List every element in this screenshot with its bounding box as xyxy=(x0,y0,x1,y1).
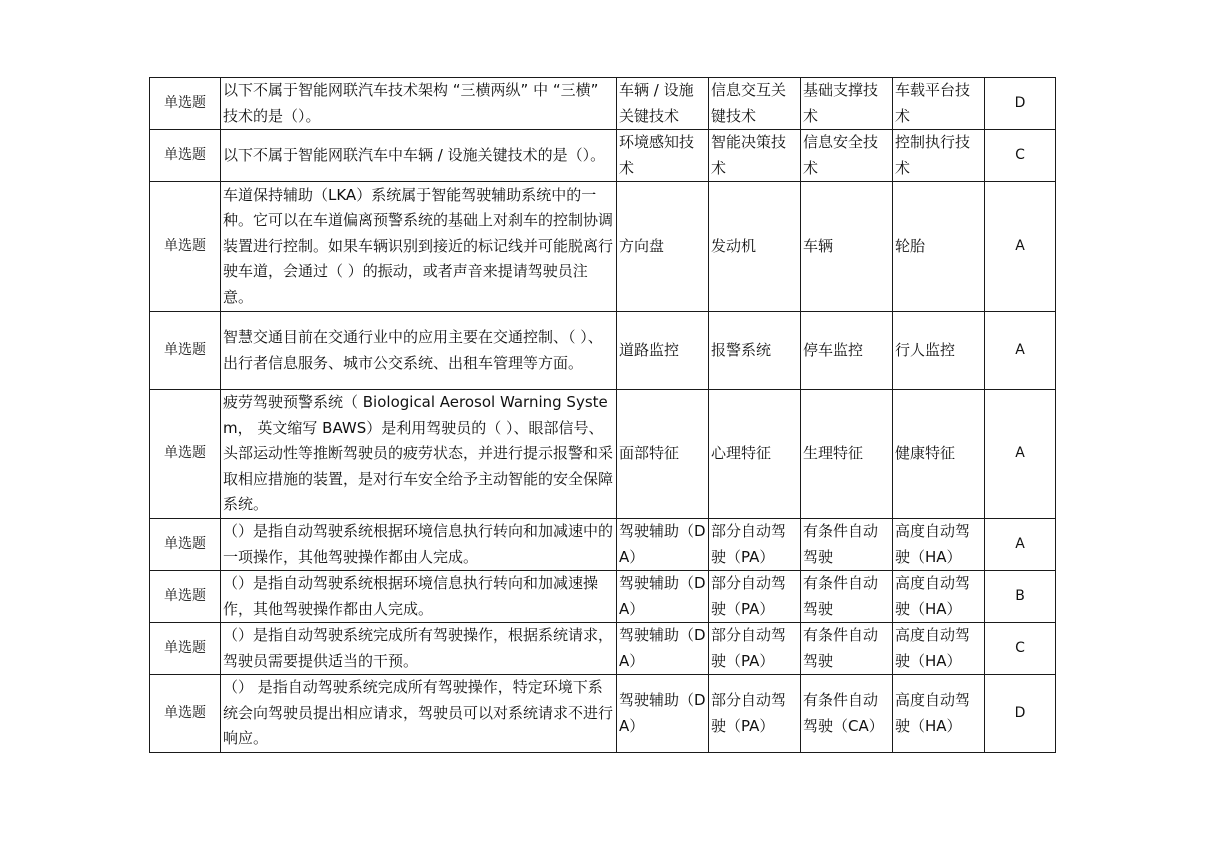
option-b: 部分自动驾驶（PA） xyxy=(709,623,801,675)
answer-cell: A xyxy=(985,519,1056,571)
question-text: 以下不属于智能网联汽车中车辆 / 设施关键技术的是（）。 xyxy=(221,130,617,182)
table-row xyxy=(150,130,1056,182)
option-b: 部分自动驾驶（PA） xyxy=(709,571,801,623)
answer-cell: A xyxy=(985,390,1056,519)
option-a: 环境感知技术 xyxy=(617,130,709,182)
question-type: 单选题 xyxy=(150,182,221,312)
question-text: 疲劳驾驶预警系统（ Biological Aerosol Warning System， 英文缩写 BAWS）是利用驾驶员的（ ）、眼部信号、头部运动性等推断驾驶员的疲劳状态，并进行提示报警和采取相应措施的装置，是对行车安全给予主动智能的安全保障系统。 xyxy=(221,390,617,519)
table-row xyxy=(150,78,1056,130)
option-d: 行人监控 xyxy=(893,312,985,390)
option-a: 驾驶辅助（DA） xyxy=(617,519,709,571)
option-a: 驾驶辅助（DA） xyxy=(617,675,709,753)
answer-cell: A xyxy=(985,182,1056,312)
question-type: 单选题 xyxy=(150,623,221,675)
option-a: 面部特征 xyxy=(617,390,709,519)
answer-cell: D xyxy=(985,78,1056,130)
table-row xyxy=(150,571,1056,623)
question-text: 智慧交通目前在交通行业中的应用主要在交通控制、（ ）、出行者信息服务、城市公交系统、出租车管理等方面。 xyxy=(221,312,617,390)
option-d: 车载平台技术 xyxy=(893,78,985,130)
table-row xyxy=(150,623,1056,675)
option-c: 有条件自动驾驶（CA） xyxy=(801,675,893,753)
option-a: 方向盘 xyxy=(617,182,709,312)
option-d: 轮胎 xyxy=(893,182,985,312)
table-row xyxy=(150,312,1056,390)
option-b: 智能决策技术 xyxy=(709,130,801,182)
table-row xyxy=(150,182,1056,312)
question-text: （）是指自动驾驶系统根据环境信息执行转向和加减速操作，其他驾驶操作都由人完成。 xyxy=(221,571,617,623)
option-b: 心理特征 xyxy=(709,390,801,519)
option-d: 高度自动驾驶（HA） xyxy=(893,675,985,753)
answer-cell: C xyxy=(985,623,1056,675)
option-b: 信息交互关键技术 xyxy=(709,78,801,130)
answer-cell: B xyxy=(985,571,1056,623)
question-table xyxy=(149,77,1056,753)
option-c: 有条件自动驾驶 xyxy=(801,623,893,675)
option-c: 生理特征 xyxy=(801,390,893,519)
question-text: （）是指自动驾驶系统完成所有驾驶操作，根据系统请求，驾驶员需要提供适当的干预。 xyxy=(221,623,617,675)
question-text: （）是指自动驾驶系统根据环境信息执行转向和加减速中的一项操作，其他驾驶操作都由人完成。 xyxy=(221,519,617,571)
option-b: 发动机 xyxy=(709,182,801,312)
table-row xyxy=(150,390,1056,519)
question-text: 车道保持辅助（LKA）系统属于智能驾驶辅助系统中的一种。它可以在车道偏离预警系统的基础上对刹车的控制协调装置进行控制。如果车辆识别到接近的标记线并可能脱离行驶车道，会通过（ ）的振动，或者声音来提请驾驶员注意。 xyxy=(221,182,617,312)
option-a: 驾驶辅助（DA） xyxy=(617,571,709,623)
option-c: 车辆 xyxy=(801,182,893,312)
answer-cell: A xyxy=(985,312,1056,390)
option-c: 基础支撑技术 xyxy=(801,78,893,130)
option-b: 报警系统 xyxy=(709,312,801,390)
answer-cell: D xyxy=(985,675,1056,753)
question-type: 单选题 xyxy=(150,312,221,390)
option-b: 部分自动驾驶（PA） xyxy=(709,675,801,753)
option-d: 健康特征 xyxy=(893,390,985,519)
question-type: 单选题 xyxy=(150,390,221,519)
table-row xyxy=(150,519,1056,571)
answer-cell: C xyxy=(985,130,1056,182)
question-type: 单选题 xyxy=(150,78,221,130)
option-a: 车辆 / 设施关键技术 xyxy=(617,78,709,130)
table-row xyxy=(150,675,1056,753)
option-a: 驾驶辅助（DA） xyxy=(617,623,709,675)
question-type: 单选题 xyxy=(150,130,221,182)
question-type: 单选题 xyxy=(150,571,221,623)
option-a: 道路监控 xyxy=(617,312,709,390)
question-type: 单选题 xyxy=(150,675,221,753)
option-d: 控制执行技术 xyxy=(893,130,985,182)
option-d: 高度自动驾驶（HA） xyxy=(893,623,985,675)
option-d: 高度自动驾驶（HA） xyxy=(893,571,985,623)
option-c: 有条件自动驾驶 xyxy=(801,519,893,571)
option-d: 高度自动驾驶（HA） xyxy=(893,519,985,571)
option-c: 有条件自动驾驶 xyxy=(801,571,893,623)
question-type: 单选题 xyxy=(150,519,221,571)
question-text: （） 是指自动驾驶系统完成所有驾驶操作，特定环境下系统会向驾驶员提出相应请求，驾驶员可以对系统请求不进行响应。 xyxy=(221,675,617,753)
option-b: 部分自动驾驶（PA） xyxy=(709,519,801,571)
option-c: 信息安全技术 xyxy=(801,130,893,182)
option-c: 停车监控 xyxy=(801,312,893,390)
question-text: 以下不属于智能网联汽车技术架构 “三横两纵” 中 “三横” 技术的是（）。 xyxy=(221,78,617,130)
